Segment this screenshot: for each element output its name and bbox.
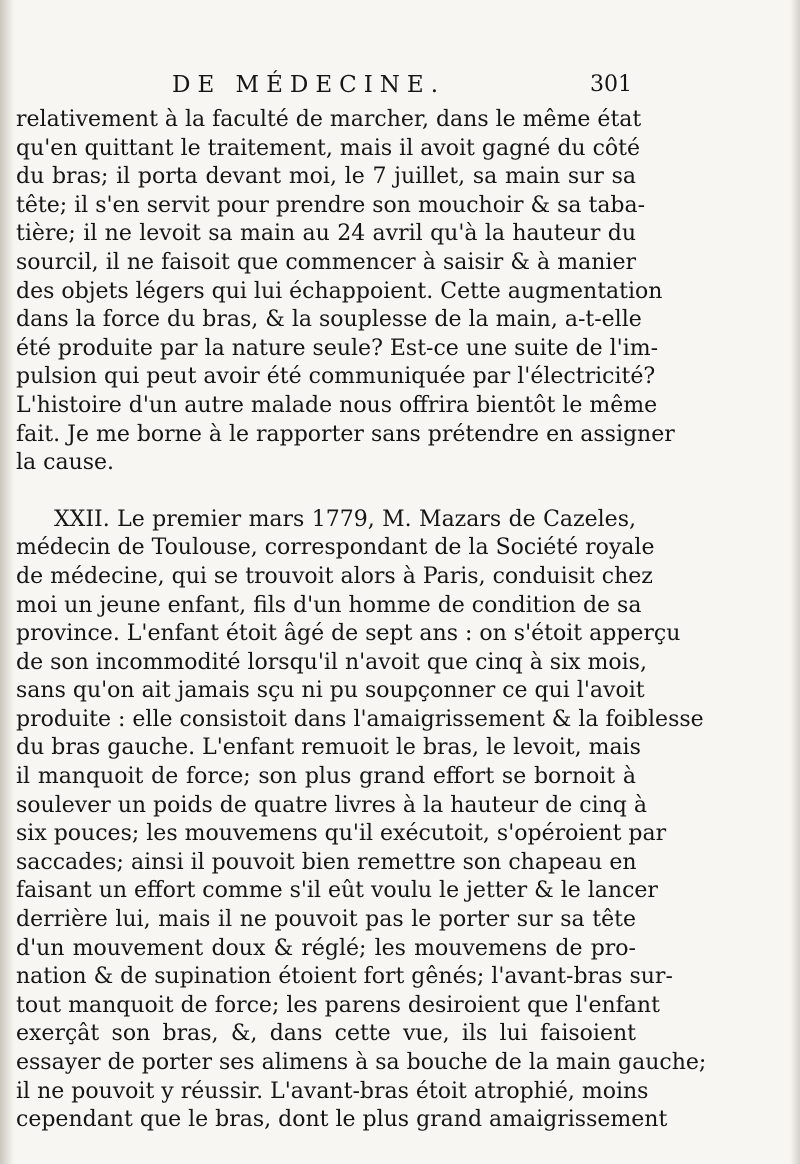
text-line: été produite par la nature seule? Est-ce une suite de l'im- xyxy=(16,335,659,361)
text-line: tière; il ne levoit sa main au 24 avril qu'à la hauteur du xyxy=(16,221,636,247)
text-line: moi un jeune enfant, fils d'un homme de condition de sa xyxy=(16,592,642,618)
text-line: produite : elle consistoit dans l'amaigrissement & la foiblesse xyxy=(16,706,704,732)
text-line: cependant que le bras, dont le plus grand amaigrissement xyxy=(16,1107,668,1133)
text-line: sourcil, il ne faisoit que commencer à saisir & à manier xyxy=(16,249,636,275)
text-line: du bras gauche. L'enfant remuoit le bras, le levoit, mais xyxy=(16,735,641,761)
text-line: il manquoit de force; son plus grand effort se bornoit à xyxy=(16,764,636,790)
text-line: la cause. xyxy=(16,450,115,476)
text-line: de son incommodité lorsqu'il n'avoit que cinq à six mois, xyxy=(16,649,647,675)
text-line: relativement à la faculté de marcher, dans le même état xyxy=(16,107,642,132)
paragraph-case-xxii xyxy=(16,506,707,1135)
text-line: fait. Je me borne à le rapporter sans prétendre en assigner xyxy=(16,421,675,447)
text-line: sans qu'on ait jamais sçu ni pu soupçonner ce qui l'avoit xyxy=(16,678,645,704)
text-line: saccades; ainsi il pouvoit bien remettre son chapeau en xyxy=(16,849,637,875)
text-line: d'un mouvement doux & réglé; les mouvemens de pro- xyxy=(16,935,636,961)
body-text xyxy=(16,106,707,1135)
text-line: du bras; il porta devant moi, le 7 juillet, sa main sur sa xyxy=(16,164,636,190)
text-line: faisant un effort comme s'il eût voulu le jetter & le lancer xyxy=(16,878,658,904)
text-line: dans la force du bras, & la souplesse de la main, a-t-elle xyxy=(16,307,642,333)
text-line: XXII. Le premier mars 1779, M. Mazars de Cazeles, xyxy=(54,506,636,532)
text-line: pulsion qui peut avoir été communiquée par l'électricité? xyxy=(16,364,656,390)
text-line: six pouces; les mouvemens qu'il exécutoit, s'opéroient par xyxy=(16,821,667,847)
text-line: tout manquoit de force; les parens desiroient que l'enfant xyxy=(16,992,660,1018)
text-line: nation & de supination étoient fort gênés; l'avant-bras sur- xyxy=(16,964,673,990)
page-edge-shadow-left xyxy=(0,0,14,1164)
text-line: province. L'enfant étoit âgé de sept ans : on s'étoit apperçu xyxy=(16,621,681,647)
text-line: de médecine, qui se trouvoit alors à Paris, conduisit chez xyxy=(16,563,653,589)
text-line: des objets légers qui lui échappoient. Cette augmentation xyxy=(16,278,663,304)
paragraph-continuation xyxy=(16,106,675,478)
text-line: tête; il s'en servit pour prendre son mouchoir & sa taba- xyxy=(16,192,646,218)
text-line: soulever un poids de quatre livres à la hauteur de cinq à xyxy=(16,792,647,818)
text-line: exerçât son bras, &, dans cette vue, ils lui faisoient xyxy=(16,1021,636,1047)
text-line: essayer de porter ses alimens à sa bouche de la main gauche; xyxy=(16,1050,707,1075)
page-number: 301 xyxy=(590,72,632,97)
text-line: il ne pouvoit y réussir. L'avant-bras étoit atrophié, moins xyxy=(16,1078,649,1104)
running-title: DE MÉDECINE. xyxy=(172,72,446,98)
page-edge-shadow-right xyxy=(790,0,800,1164)
text-line: qu'en quittant le traitement, mais il avoit gagné du côté xyxy=(16,135,641,161)
text-line: L'histoire d'un autre malade nous offrira bientôt le même xyxy=(16,392,658,418)
text-line: médecin de Toulouse, correspondant de la Société royale xyxy=(16,535,655,561)
page-header xyxy=(172,72,632,106)
text-line: derrière lui, mais il ne pouvoit pas le porter sur sa tête xyxy=(16,907,636,933)
